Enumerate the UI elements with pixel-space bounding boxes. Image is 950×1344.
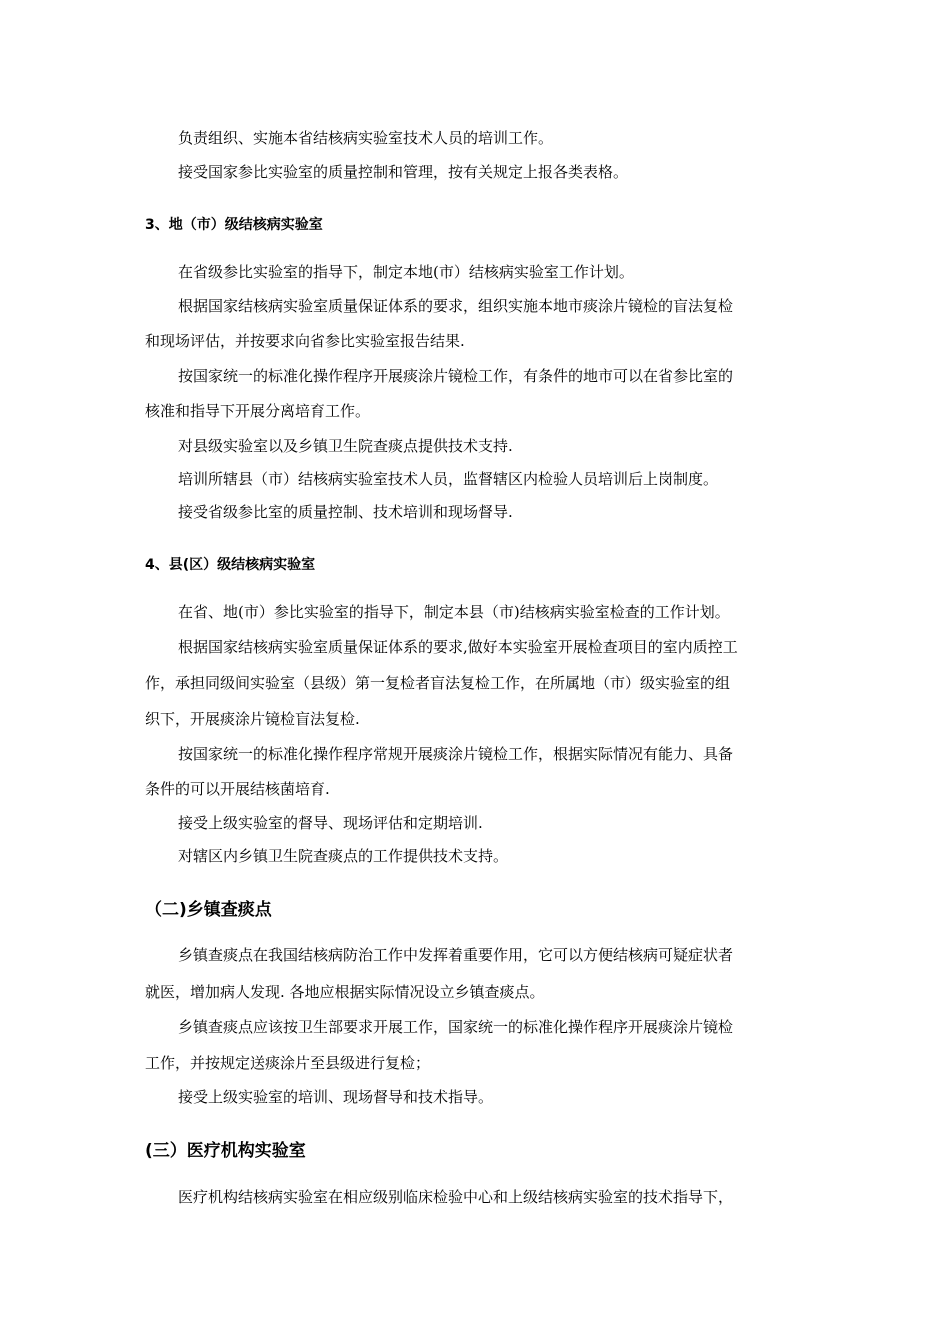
paragraph: 按国家统一的标准化操作程序常规开展痰涂片镜检工作，根据实际情况有能力、具备 (178, 745, 734, 763)
paragraph-continuation: 条件的可以开展结核菌培育. (145, 780, 330, 798)
paragraph-continuation: 就医，增加病人发现. 各地应根据实际情况设立乡镇查痰点。 (145, 983, 545, 1001)
paragraph: 培训所辖县（市）结核病实验室技术人员，监督辖区内检验人员培训后上岗制度。 (178, 470, 719, 488)
paragraph-continuation: 工作，并按规定送痰涂片至县级进行复检； (145, 1054, 431, 1072)
section-heading-township: （二)乡镇查痰点 (145, 900, 272, 920)
paragraph-continuation: 核准和指导下开展分离培育工作。 (145, 402, 371, 420)
paragraph-continuation: 作，承担同级间实验室（县级）第一复检者盲法复检工作，在所属地（市）级实验室的组 (145, 674, 731, 692)
paragraph: 乡镇查痰点应该按卫生部要求开展工作，国家统一的标准化操作程序开展痰涂片镜检 (178, 1018, 734, 1036)
paragraph: 负责组织、实施本省结核病实验室技术人员的培训工作。 (178, 129, 554, 147)
paragraph: 接受省级参比室的质量控制、技术培训和现场督导. (178, 503, 513, 521)
paragraph-continuation: 和现场评估，并按要求向省参比实验室报告结果. (145, 332, 465, 350)
paragraph: 接受国家参比实验室的质量控制和管理，按有关规定上报各类表格。 (178, 163, 629, 181)
section-heading-county: 4、县(区）级结核病实验室 (145, 557, 316, 573)
paragraph: 根据国家结核病实验室质量保证体系的要求，组织实施本地市痰涂片镜检的盲法复检 (178, 297, 734, 315)
paragraph-continuation: 织下，开展痰涂片镜检盲法复检. (145, 710, 360, 728)
paragraph: 在省、地(市）参比实验室的指导下，制定本县（市)结核病实验室检查的工作计划。 (178, 603, 730, 621)
paragraph: 接受上级实验室的培训、现场督导和技术指导。 (178, 1088, 494, 1106)
paragraph: 根据国家结核病实验室质量保证体系的要求,做好本实验室开展检查项目的室内质控工 (178, 638, 738, 656)
paragraph: 在省级参比实验室的指导下，制定本地(市）结核病实验室工作计划。 (178, 263, 634, 281)
section-heading-medical: (三）医疗机构实验室 (145, 1141, 306, 1161)
paragraph: 乡镇查痰点在我国结核病防治工作中发挥着重要作用，它可以方便结核病可疑症状者 (178, 946, 734, 964)
section-heading-prefecture: 3、地（市）级结核病实验室 (145, 217, 323, 233)
paragraph: 对县级实验室以及乡镇卫生院查痰点提供技术支持. (178, 437, 513, 455)
paragraph: 接受上级实验室的督导、现场评估和定期培训. (178, 814, 483, 832)
paragraph: 对辖区内乡镇卫生院查痰点的工作提供技术支持。 (178, 847, 509, 865)
paragraph: 医疗机构结核病实验室在相应级别临床检验中心和上级结核病实验室的技术指导下， (178, 1188, 734, 1206)
paragraph: 按国家统一的标准化操作程序开展痰涂片镜检工作，有条件的地市可以在省参比室的 (178, 367, 734, 385)
